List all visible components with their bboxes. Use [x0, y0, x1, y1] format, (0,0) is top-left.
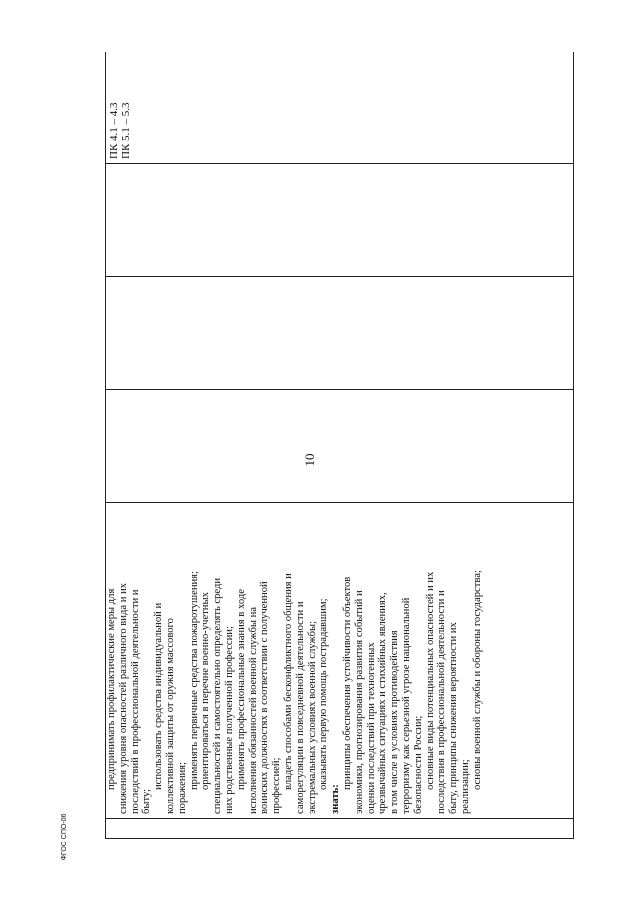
- text-line: применять профессиональные знания в ходе: [235, 589, 247, 790]
- competency-code: ПК 4.1 – 4.3: [108, 102, 120, 159]
- text-line: принципы обеспечения устойчивости объектов: [341, 576, 353, 790]
- text-line: в том числе в условиях противодействия: [389, 630, 401, 814]
- text-line: реализации;: [459, 759, 471, 814]
- hours-required-cell: [106, 277, 574, 390]
- text-line: быту, принципы снижения вероятности их: [448, 622, 460, 814]
- text-line: предпринимать профилактические меры для: [106, 588, 117, 790]
- text-line: основные виды потенциальных опасностей и их: [424, 571, 436, 790]
- text-line: воинских должностях в соответствии с полученной: [259, 581, 271, 814]
- text-line: безопасности России;: [412, 715, 424, 814]
- text-line: быту;: [141, 788, 153, 814]
- text-line: специальностей и самостоятельно определять среди: [212, 577, 224, 814]
- text-line: чрезвычайных ситуациях и стихийных явлениях,: [377, 592, 389, 814]
- text-line: последствий в профессиональной деятельности и: [129, 589, 141, 814]
- discipline-index-cell: [106, 164, 574, 277]
- text-line: экстремальных условиях военной службы;: [306, 620, 318, 814]
- text-line: ориентироваться в перечне военно-учетных: [200, 592, 212, 790]
- table-rotated-content: [105, 52, 574, 839]
- section-heading: знать:: [330, 784, 342, 814]
- text-line: применять первичные средства пожаротушения;: [188, 571, 200, 790]
- competency-code: ПК 5.1 – 5.3: [120, 102, 132, 159]
- text-line: оценки последствий при техногенных: [365, 642, 377, 814]
- text-line: основы военной службы и обороны государства;: [471, 570, 483, 790]
- page-number: 10: [302, 453, 317, 467]
- text-line: терроризму как серьезной угрозе национальной: [400, 597, 412, 814]
- curriculum-table: [105, 52, 574, 839]
- competency-codes-cell: [106, 52, 574, 164]
- text-line: экономики, прогнозирования развития событий и: [353, 590, 365, 814]
- text-line: использовать средства индивидуальной и: [153, 602, 165, 790]
- table-rotation-frame: [105, 52, 574, 839]
- text-line: них родственные полученной профессии;: [223, 626, 235, 814]
- skills-knowledge-cell: [106, 503, 574, 819]
- text-line: саморегуляции в повседневной деятельности и: [294, 601, 306, 814]
- text-line: профессией;: [271, 757, 283, 814]
- hours-max-cell: [106, 390, 574, 503]
- text-line: поражения;: [176, 761, 188, 814]
- text-line: исполнения обязанностей военной службы на: [247, 606, 259, 814]
- text-line: оказывать первую помощь пострадавшим;: [318, 598, 330, 790]
- text-line: последствия в профессиональной деятельности и: [436, 590, 448, 814]
- text-line: снижения уровня опасностей различного вида и их: [117, 583, 129, 814]
- document-footer: ФГОС СПО-06: [61, 813, 68, 861]
- text-line: коллективной защиты от оружия массового: [164, 618, 176, 814]
- index-cell: [106, 819, 574, 839]
- table-row: [106, 52, 574, 839]
- text-line: владеть способами бесконфликтного общения и: [282, 573, 294, 790]
